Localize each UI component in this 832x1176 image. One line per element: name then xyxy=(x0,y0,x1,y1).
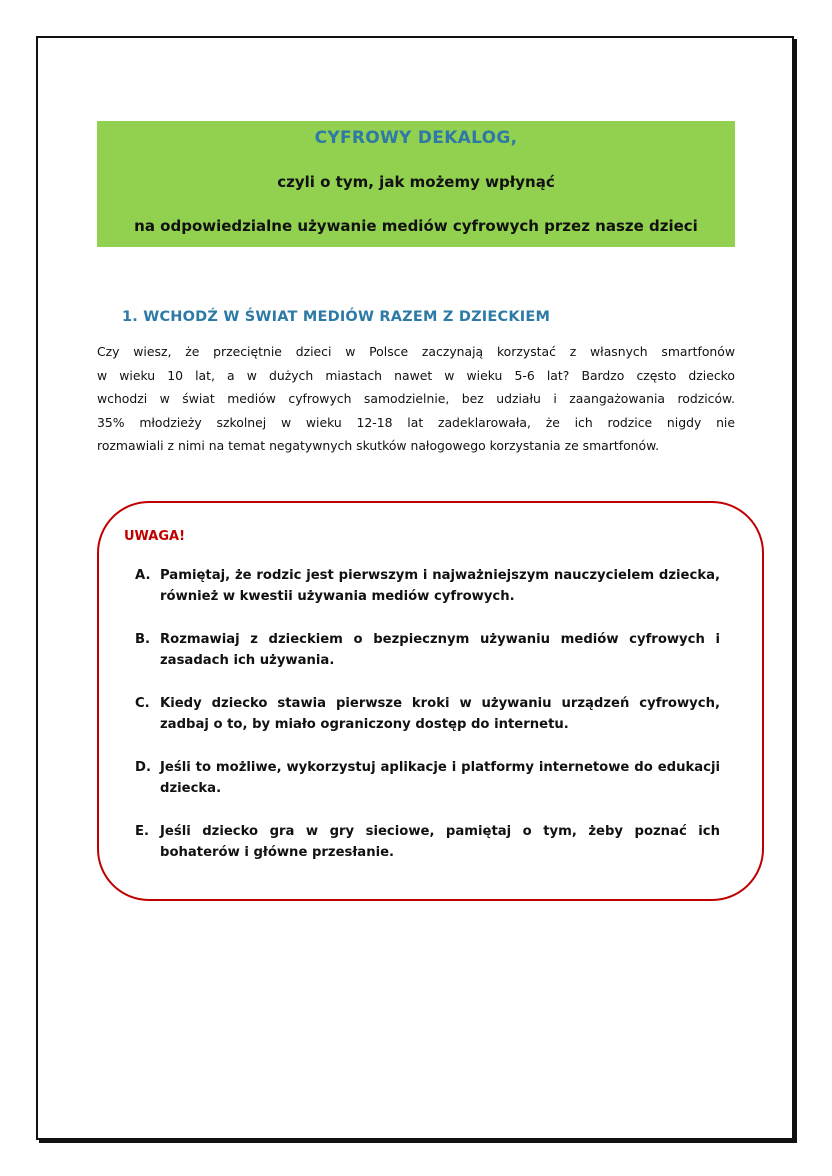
document-title: CYFROWY DEKALOG, xyxy=(314,128,518,148)
list-item xyxy=(135,693,720,735)
list-item-letter: C. xyxy=(135,696,150,711)
list-item xyxy=(135,629,720,671)
list-item-text: Rozmawiaj z dzieckiem o bezpiecznym używaniu mediów cyfrowych i zasadach ich używania. xyxy=(160,632,720,668)
list-item-letter: A. xyxy=(135,568,151,583)
list-item-text: Kiedy dziecko stawia pierwsze kroki w używaniu urządzeń cyfrowych, zadbaj o to, by miało ograniczony dostęp do internetu. xyxy=(160,696,720,732)
list-item xyxy=(135,757,720,799)
list-item-text: Pamiętaj, że rodzic jest pierwszym i najważniejszym nauczycielem dziecka, również w kwestii używania mediów cyfrowych. xyxy=(160,568,720,604)
intro-paragraph xyxy=(97,340,735,458)
list-item-letter: D. xyxy=(135,760,151,775)
document-subtitle-line-1: czyli o tym, jak możemy wpłynąć xyxy=(277,173,555,191)
intro-paragraph-line: rozmawiali z nimi na temat negatywnych skutków nałogowego korzystania ze smartfonów. xyxy=(97,438,660,453)
section-heading: 1. WCHODŹ W ŚWIAT MEDIÓW RAZEM Z DZIECKIEM xyxy=(122,309,551,325)
list-item-text: Jeśli to możliwe, wykorzystuj aplikacje i platformy internetowe do edukacji dziecka. xyxy=(160,760,720,796)
intro-paragraph-line: 35% młodzieży szkolnej w wieku 12-18 lat zadeklarowała, że ich rodzice nigdy nie xyxy=(97,414,735,430)
list-item xyxy=(135,821,720,863)
list-item-letter: B. xyxy=(135,632,151,647)
list-item-letter: E. xyxy=(135,824,150,839)
document-subtitle-line-2: na odpowiedzialne używanie mediów cyfrowych przez nasze dzieci xyxy=(134,217,698,235)
warning-list xyxy=(135,565,720,885)
list-item-text: Jeśli dziecko gra w gry sieciowe, pamiętaj o tym, żeby poznać ich bohaterów i główne przesłanie. xyxy=(160,824,720,860)
warning-label: UWAGA! xyxy=(124,529,186,544)
intro-paragraph-line: w wieku 10 lat, a w dużych miastach nawet w wieku 5-6 lat? Bardzo często dziecko xyxy=(97,367,735,383)
intro-paragraph-line: Czy wiesz, że przeciętnie dzieci w Polsce zaczynają korzystać z własnych smartfonów xyxy=(97,344,735,359)
list-item xyxy=(135,565,720,607)
title-banner xyxy=(97,121,735,247)
intro-paragraph-line: wchodzi w świat mediów cyfrowych samodzielnie, bez udziału i zaangażowania rodziców. xyxy=(97,391,735,406)
